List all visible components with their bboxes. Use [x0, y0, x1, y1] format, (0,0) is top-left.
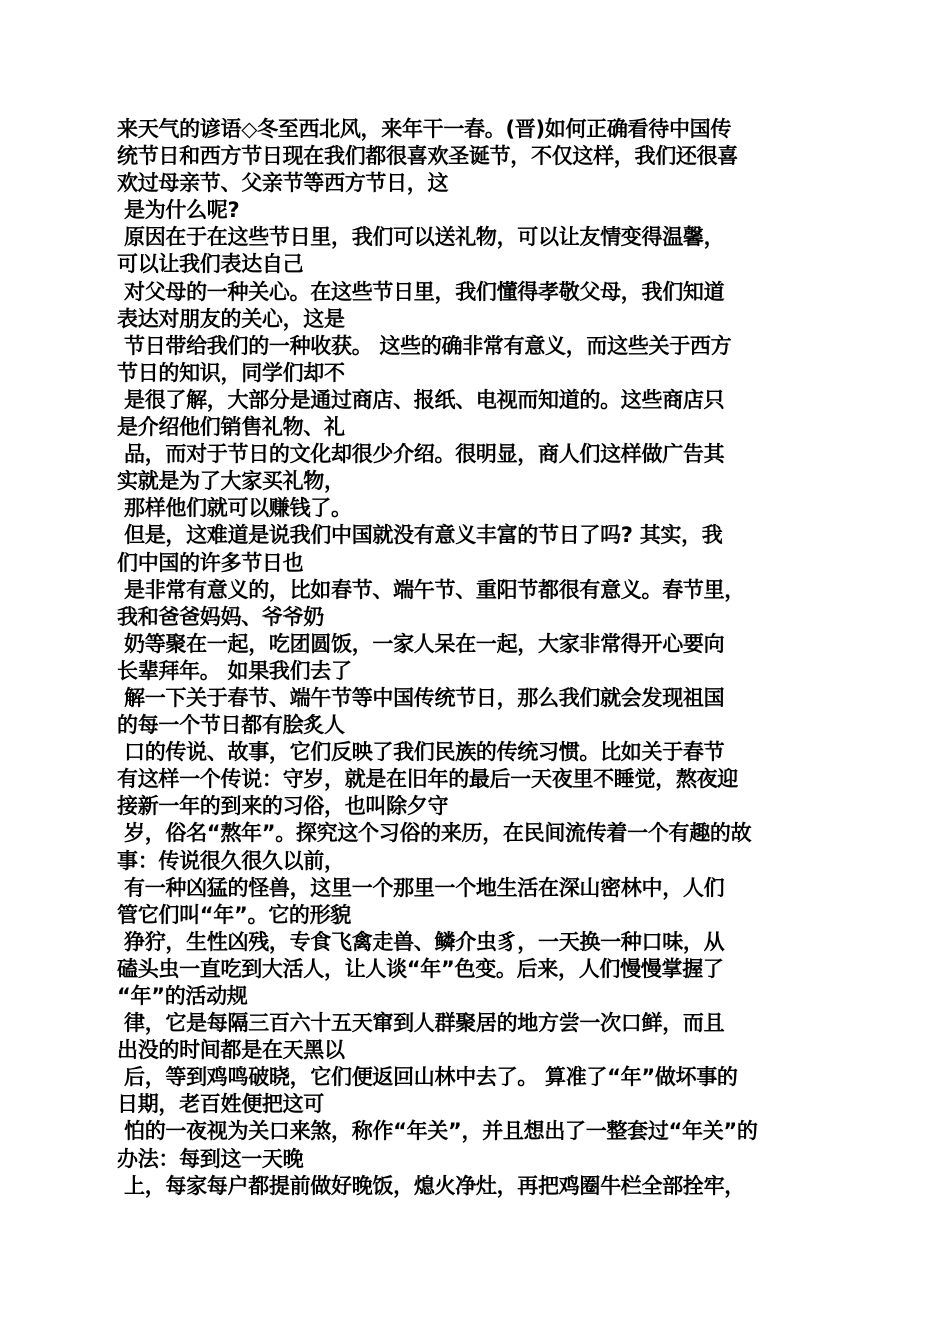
text-line: 有这样一个传说：守岁，就是在旧年的最后一天夜里不睡觉，熬夜迎: [117, 767, 738, 792]
text-line: 奶等聚在一起，吃团圆饭，一家人呆在一起，大家非常得开心要向: [117, 631, 725, 656]
text-line: 怕的一夜视为关口来煞，称作“年关”，并且想出了一整套过“年关”的: [117, 1119, 758, 1144]
text-line: 是介绍他们销售礼物、礼: [117, 415, 345, 440]
text-line: 来天气的谚语◇冬至西北风，来年干一春。(晋)如何正确看待中国传: [117, 117, 732, 141]
text-line: 后，等到鸡鸣破晓，它们便返回山林中去了。 算准了“年”做坏事的: [117, 1065, 738, 1090]
text-line: 原因在于在这些节日里，我们可以送礼物，可以让友情变得温馨，: [117, 225, 725, 250]
text-line: 那样他们就可以赚钱了。: [117, 496, 352, 521]
text-line: 表达对朋友的关心，这是: [117, 306, 345, 331]
document-body: [117, 116, 837, 1200]
text-line: 我和爸爸妈妈、爷爷奶: [117, 604, 324, 629]
text-line: 是非常有意义的，比如春节、端午节、重阳节都很有意义。春节里，: [117, 577, 746, 602]
text-line: 出没的时间都是在天黑以: [117, 1038, 345, 1063]
text-line: 实就是为了大家买礼物，: [117, 469, 345, 494]
text-line: 解一下关于春节、端午节等中国传统节日，那么我们就会发现祖国: [117, 685, 725, 710]
text-line: 律，它是每隔三百六十五天窜到人群聚居的地方尝一次口鲜，而且: [117, 1011, 725, 1036]
text-line: 管它们叫“年”。它的形貌: [117, 902, 352, 927]
text-line: 节日的知识，同学们却不: [117, 360, 345, 385]
text-line: 口的传说、故事，它们反映了我们民族的传统习惯。比如关于春节: [117, 740, 725, 765]
text-line: 品，而对于节日的文化却很少介绍。很明显，商人们这样做广告其: [117, 442, 725, 467]
text-line: 接新一年的到来的习俗，也叫除夕守: [117, 794, 449, 819]
text-line: 们中国的许多节日也: [117, 550, 304, 575]
text-line: 统节日和西方节日现在我们都很喜欢圣诞节，不仅这样，我们还很喜: [117, 144, 738, 169]
text-line: 是为什么呢?: [117, 198, 240, 223]
text-line: 事：传说很久很久以前，: [117, 848, 345, 873]
text-line: 是很了解，大部分是通过商店、报纸、电视而知道的。这些商店只: [117, 387, 725, 412]
text-line: “年”的活动规: [117, 984, 248, 1008]
text-line: 对父母的一种关心。在这些节日里，我们懂得孝敬父母，我们知道: [117, 279, 725, 304]
text-line: 日期，老百姓便把这可: [117, 1092, 324, 1117]
text-line: 岁，俗名“熬年”。探究这个习俗的来历，在民间流传着一个有趣的故: [117, 821, 752, 846]
text-line: 有一种凶猛的怪兽，这里一个那里一个地生活在深山密林中，人们: [117, 875, 725, 900]
text-line: 可以让我们表达自己: [117, 252, 304, 277]
text-line: 办法：每到这一天晚: [117, 1146, 304, 1171]
text-line: 上，每家每户都提前做好晚饭，熄火净灶，再把鸡圈牛栏全部拴牢，: [117, 1173, 746, 1198]
text-line: 长辈拜年。 如果我们去了: [117, 658, 352, 683]
text-line: 磕头虫一直吃到大活人，让人谈“年”色变。后来，人们慢慢掌握了: [117, 956, 724, 981]
text-line: 欢过母亲节、父亲节等西方节日，这: [117, 171, 449, 196]
text-line: 节日带给我们的一种收获。 这些的确非常有意义，而这些关于西方: [117, 333, 732, 358]
text-line: 的每一个节日都有脍炙人: [117, 713, 345, 738]
text-line: 狰狞，生性凶残，专食飞禽走兽、鳞介虫豸，一天换一种口味，从: [117, 929, 725, 954]
text-line: 但是，这难道是说我们中国就没有意义丰富的节日了吗? 其实，我: [117, 523, 723, 548]
